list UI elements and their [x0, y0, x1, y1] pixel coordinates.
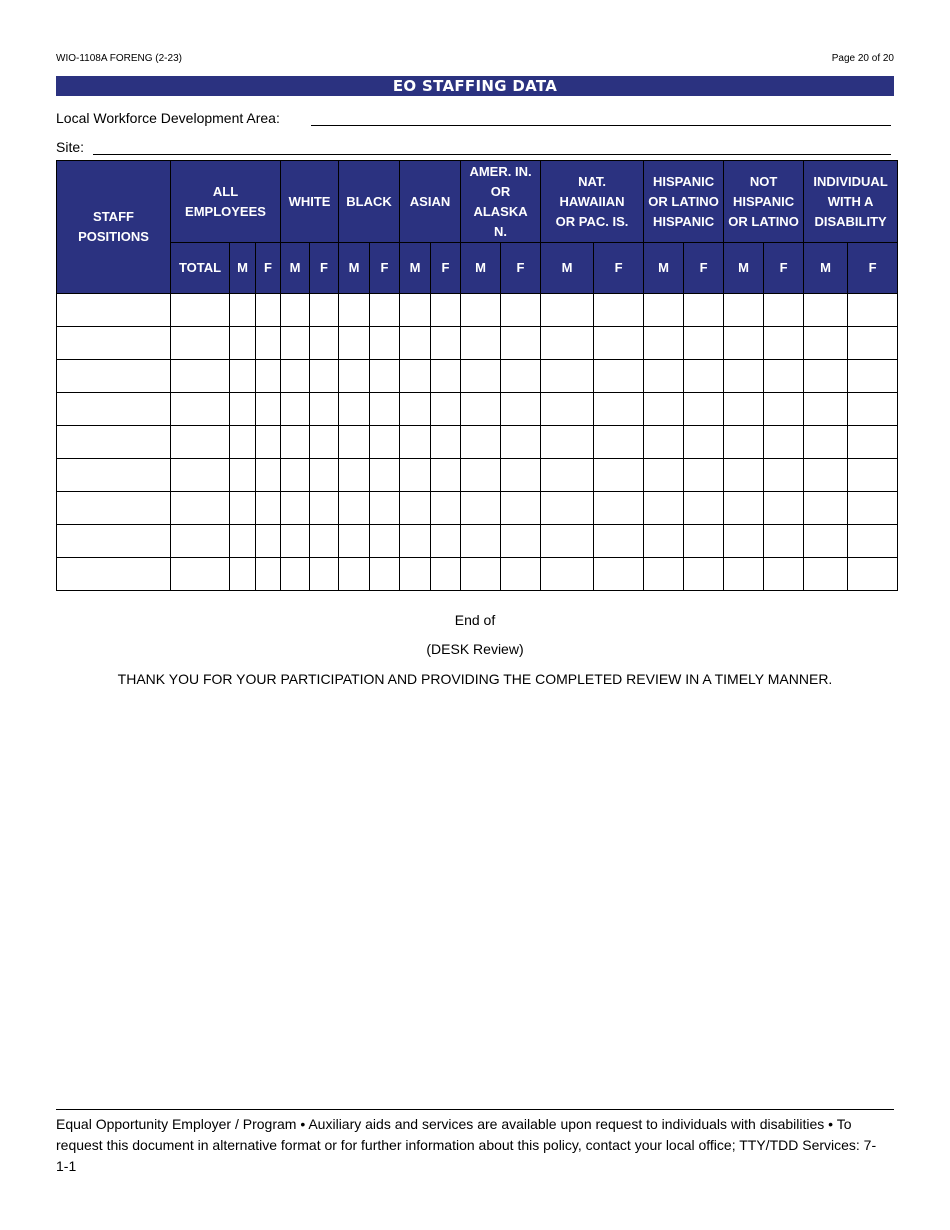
count-cell[interactable]: [804, 294, 848, 327]
count-cell[interactable]: [310, 393, 339, 426]
count-cell[interactable]: [339, 294, 370, 327]
group-header-white: WHITE: [281, 161, 339, 243]
count-cell[interactable]: [724, 525, 764, 558]
count-cell[interactable]: [541, 393, 594, 426]
staff-position-cell[interactable]: [57, 525, 171, 558]
count-cell[interactable]: [431, 393, 461, 426]
subheader-f: F: [501, 243, 541, 294]
count-cell[interactable]: [171, 459, 230, 492]
count-cell[interactable]: [400, 558, 431, 591]
site-label: Site:: [56, 139, 85, 155]
count-cell[interactable]: [171, 558, 230, 591]
count-cell[interactable]: [804, 327, 848, 360]
count-cell[interactable]: [724, 426, 764, 459]
subheader-m: M: [281, 243, 310, 294]
count-cell[interactable]: [501, 492, 541, 525]
site-input-line[interactable]: [93, 154, 891, 155]
subheader-m: M: [461, 243, 501, 294]
count-cell[interactable]: [400, 294, 431, 327]
count-cell[interactable]: [848, 327, 898, 360]
count-cell[interactable]: [848, 426, 898, 459]
count-cell[interactable]: [310, 525, 339, 558]
count-cell[interactable]: [724, 360, 764, 393]
count-cell[interactable]: [370, 426, 400, 459]
table-row: [57, 558, 898, 591]
count-cell[interactable]: [281, 327, 310, 360]
page-title: EO STAFFING DATA: [56, 76, 894, 96]
count-cell[interactable]: [230, 327, 256, 360]
count-cell[interactable]: [644, 393, 684, 426]
count-cell[interactable]: [256, 558, 281, 591]
subheader-f: F: [684, 243, 724, 294]
count-cell[interactable]: [171, 525, 230, 558]
count-cell[interactable]: [400, 393, 431, 426]
table-row: [57, 294, 898, 327]
staff-positions-header: STAFF POSITIONS: [57, 161, 171, 294]
count-cell[interactable]: [339, 426, 370, 459]
count-cell[interactable]: [339, 525, 370, 558]
staff-position-cell[interactable]: [57, 393, 171, 426]
count-cell[interactable]: [848, 459, 898, 492]
subheader-f: F: [256, 243, 281, 294]
count-cell[interactable]: [256, 492, 281, 525]
staff-position-cell[interactable]: [57, 459, 171, 492]
staff-position-cell[interactable]: [57, 492, 171, 525]
staff-position-cell[interactable]: [57, 558, 171, 591]
count-cell[interactable]: [764, 459, 804, 492]
count-cell[interactable]: [230, 525, 256, 558]
count-cell[interactable]: [431, 459, 461, 492]
count-cell[interactable]: [281, 294, 310, 327]
subheader-f: F: [764, 243, 804, 294]
count-cell[interactable]: [764, 558, 804, 591]
count-cell[interactable]: [339, 558, 370, 591]
count-cell[interactable]: [281, 492, 310, 525]
table-row: [57, 492, 898, 525]
count-cell[interactable]: [400, 525, 431, 558]
subheader-m: M: [804, 243, 848, 294]
staffing-table: [56, 160, 898, 591]
count-cell[interactable]: [171, 327, 230, 360]
table-row: [57, 459, 898, 492]
count-cell[interactable]: [724, 327, 764, 360]
count-cell[interactable]: [684, 360, 724, 393]
count-cell[interactable]: [400, 459, 431, 492]
count-cell[interactable]: [764, 360, 804, 393]
count-cell[interactable]: [461, 525, 501, 558]
count-cell[interactable]: [431, 492, 461, 525]
count-cell[interactable]: [230, 492, 256, 525]
count-cell[interactable]: [501, 558, 541, 591]
count-cell[interactable]: [370, 393, 400, 426]
group-header-amer-in: AMER. IN. OR ALASKA N.: [461, 161, 541, 243]
count-cell[interactable]: [431, 426, 461, 459]
count-cell[interactable]: [339, 360, 370, 393]
count-cell[interactable]: [594, 327, 644, 360]
count-cell[interactable]: [594, 360, 644, 393]
count-cell[interactable]: [400, 492, 431, 525]
count-cell[interactable]: [281, 525, 310, 558]
table-row: [57, 525, 898, 558]
subheader-f: F: [310, 243, 339, 294]
end-of-text: End of: [454, 612, 496, 628]
count-cell[interactable]: [594, 294, 644, 327]
count-cell[interactable]: [171, 393, 230, 426]
count-cell[interactable]: [310, 459, 339, 492]
count-cell[interactable]: [230, 426, 256, 459]
count-cell[interactable]: [370, 558, 400, 591]
count-cell[interactable]: [684, 426, 724, 459]
count-cell[interactable]: [644, 525, 684, 558]
count-cell[interactable]: [644, 558, 684, 591]
table-row: [57, 426, 898, 459]
count-cell[interactable]: [804, 393, 848, 426]
count-cell[interactable]: [804, 525, 848, 558]
count-cell[interactable]: [256, 393, 281, 426]
count-cell[interactable]: [370, 492, 400, 525]
count-cell[interactable]: [370, 327, 400, 360]
count-cell[interactable]: [541, 558, 594, 591]
count-cell[interactable]: [594, 492, 644, 525]
staff-position-cell[interactable]: [57, 327, 171, 360]
subheader-f: F: [848, 243, 898, 294]
count-cell[interactable]: [684, 459, 724, 492]
count-cell[interactable]: [339, 393, 370, 426]
count-cell[interactable]: [171, 294, 230, 327]
subheader-m: M: [541, 243, 594, 294]
count-cell[interactable]: [171, 426, 230, 459]
count-cell[interactable]: [541, 360, 594, 393]
count-cell[interactable]: [339, 492, 370, 525]
form-id: WIO-1108A FORENG (2-23): [56, 53, 182, 64]
count-cell[interactable]: [461, 558, 501, 591]
count-cell[interactable]: [501, 294, 541, 327]
subheader-f: F: [431, 243, 461, 294]
count-cell[interactable]: [230, 360, 256, 393]
group-header-all-employees: ALL EMPLOYEES: [171, 161, 281, 243]
table-row: [57, 360, 898, 393]
count-cell[interactable]: [501, 426, 541, 459]
count-cell[interactable]: [230, 558, 256, 591]
count-cell[interactable]: [724, 492, 764, 525]
count-cell[interactable]: [644, 426, 684, 459]
count-cell[interactable]: [256, 294, 281, 327]
count-cell[interactable]: [848, 558, 898, 591]
count-cell[interactable]: [594, 558, 644, 591]
count-cell[interactable]: [461, 426, 501, 459]
count-cell[interactable]: [256, 525, 281, 558]
count-cell[interactable]: [310, 327, 339, 360]
count-cell[interactable]: [256, 459, 281, 492]
group-header-nat-hawaiian: NAT. HAWAIIAN OR PAC. IS.: [541, 161, 644, 243]
count-cell[interactable]: [764, 492, 804, 525]
count-cell[interactable]: [281, 393, 310, 426]
count-cell[interactable]: [644, 327, 684, 360]
subheader-f: F: [594, 243, 644, 294]
count-cell[interactable]: [684, 525, 724, 558]
group-header-asian: ASIAN: [400, 161, 461, 243]
count-cell[interactable]: [431, 525, 461, 558]
count-cell[interactable]: [400, 360, 431, 393]
count-cell[interactable]: [461, 327, 501, 360]
count-cell[interactable]: [724, 294, 764, 327]
count-cell[interactable]: [541, 327, 594, 360]
count-cell[interactable]: [370, 294, 400, 327]
count-cell[interactable]: [684, 294, 724, 327]
group-header-black: BLACK: [339, 161, 400, 243]
count-cell[interactable]: [431, 558, 461, 591]
count-cell[interactable]: [230, 459, 256, 492]
count-cell[interactable]: [461, 360, 501, 393]
count-cell[interactable]: [804, 426, 848, 459]
count-cell[interactable]: [281, 558, 310, 591]
count-cell[interactable]: [804, 360, 848, 393]
count-cell[interactable]: [848, 525, 898, 558]
count-cell[interactable]: [230, 393, 256, 426]
count-cell[interactable]: [848, 294, 898, 327]
subheader-total: TOTAL: [171, 243, 230, 294]
lwda-label: Local Workforce Development Area:: [56, 110, 280, 126]
count-cell[interactable]: [644, 492, 684, 525]
count-cell[interactable]: [764, 426, 804, 459]
count-cell[interactable]: [541, 525, 594, 558]
count-cell[interactable]: [501, 525, 541, 558]
footer-divider: [56, 1109, 894, 1110]
count-cell[interactable]: [594, 393, 644, 426]
group-header-hispanic: HISPANIC OR LATINO HISPANIC: [644, 161, 724, 243]
count-cell[interactable]: [724, 459, 764, 492]
count-cell[interactable]: [431, 360, 461, 393]
count-cell[interactable]: [256, 327, 281, 360]
count-cell[interactable]: [256, 360, 281, 393]
thank-you-text: THANK YOU FOR YOUR PARTICIPATION AND PROVIDING THE COMPLETED REVIEW IN A TIMELY MANNER.: [117, 671, 833, 687]
subheader-m: M: [339, 243, 370, 294]
count-cell[interactable]: [848, 393, 898, 426]
footer-text: Equal Opportunity Employer / Program • Auxiliary aids and services are available upon request to individuals with disabilities • To request this document in alternative format or for further information about this policy, contact your local office; TTY/TDD Services: 7-1-1: [56, 1116, 877, 1174]
count-cell[interactable]: [848, 360, 898, 393]
count-cell[interactable]: [644, 360, 684, 393]
count-cell[interactable]: [541, 426, 594, 459]
count-cell[interactable]: [310, 492, 339, 525]
count-cell[interactable]: [804, 492, 848, 525]
count-cell[interactable]: [684, 558, 724, 591]
count-cell[interactable]: [594, 426, 644, 459]
count-cell[interactable]: [256, 426, 281, 459]
count-cell[interactable]: [594, 525, 644, 558]
count-cell[interactable]: [281, 360, 310, 393]
count-cell[interactable]: [684, 327, 724, 360]
subheader-m: M: [724, 243, 764, 294]
desk-review-text: (DESK Review): [426, 641, 524, 657]
count-cell[interactable]: [764, 525, 804, 558]
table-row: [57, 393, 898, 426]
count-cell[interactable]: [339, 459, 370, 492]
count-cell[interactable]: [310, 558, 339, 591]
count-cell[interactable]: [848, 492, 898, 525]
subheader-m: M: [230, 243, 256, 294]
count-cell[interactable]: [804, 459, 848, 492]
count-cell[interactable]: [431, 294, 461, 327]
table-body: [57, 294, 898, 591]
staff-position-cell[interactable]: [57, 294, 171, 327]
count-cell[interactable]: [501, 360, 541, 393]
count-cell[interactable]: [764, 393, 804, 426]
group-header-disability: INDIVIDUAL WITH A DISABILITY: [804, 161, 898, 243]
count-cell[interactable]: [501, 459, 541, 492]
table-row: [57, 327, 898, 360]
count-cell[interactable]: [339, 327, 370, 360]
count-cell[interactable]: [431, 327, 461, 360]
group-header-not-hispanic: NOT HISPANIC OR LATINO: [724, 161, 804, 243]
count-cell[interactable]: [541, 492, 594, 525]
count-cell[interactable]: [171, 492, 230, 525]
count-cell[interactable]: [310, 360, 339, 393]
count-cell[interactable]: [764, 294, 804, 327]
count-cell[interactable]: [724, 558, 764, 591]
count-cell[interactable]: [400, 327, 431, 360]
lwda-input-line[interactable]: [311, 125, 891, 126]
count-cell[interactable]: [501, 393, 541, 426]
count-cell[interactable]: [310, 426, 339, 459]
count-cell[interactable]: [804, 558, 848, 591]
count-cell[interactable]: [684, 393, 724, 426]
count-cell[interactable]: [281, 426, 310, 459]
count-cell[interactable]: [644, 459, 684, 492]
count-cell[interactable]: [310, 294, 339, 327]
page-number: Page 20 of 20: [831, 53, 894, 64]
count-cell[interactable]: [370, 360, 400, 393]
count-cell[interactable]: [370, 525, 400, 558]
count-cell[interactable]: [461, 393, 501, 426]
subheader-m: M: [400, 243, 431, 294]
count-cell[interactable]: [541, 459, 594, 492]
staff-position-cell[interactable]: [57, 426, 171, 459]
count-cell[interactable]: [594, 459, 644, 492]
count-cell[interactable]: [370, 459, 400, 492]
count-cell[interactable]: [230, 294, 256, 327]
count-cell[interactable]: [400, 426, 431, 459]
count-cell[interactable]: [461, 492, 501, 525]
count-cell[interactable]: [501, 327, 541, 360]
count-cell[interactable]: [281, 459, 310, 492]
count-cell[interactable]: [684, 492, 724, 525]
count-cell[interactable]: [461, 459, 501, 492]
subheader-m: M: [644, 243, 684, 294]
count-cell[interactable]: [171, 360, 230, 393]
count-cell[interactable]: [644, 294, 684, 327]
count-cell[interactable]: [764, 327, 804, 360]
subheader-f: F: [370, 243, 400, 294]
count-cell[interactable]: [541, 294, 594, 327]
staff-position-cell[interactable]: [57, 360, 171, 393]
count-cell[interactable]: [724, 393, 764, 426]
count-cell[interactable]: [461, 294, 501, 327]
